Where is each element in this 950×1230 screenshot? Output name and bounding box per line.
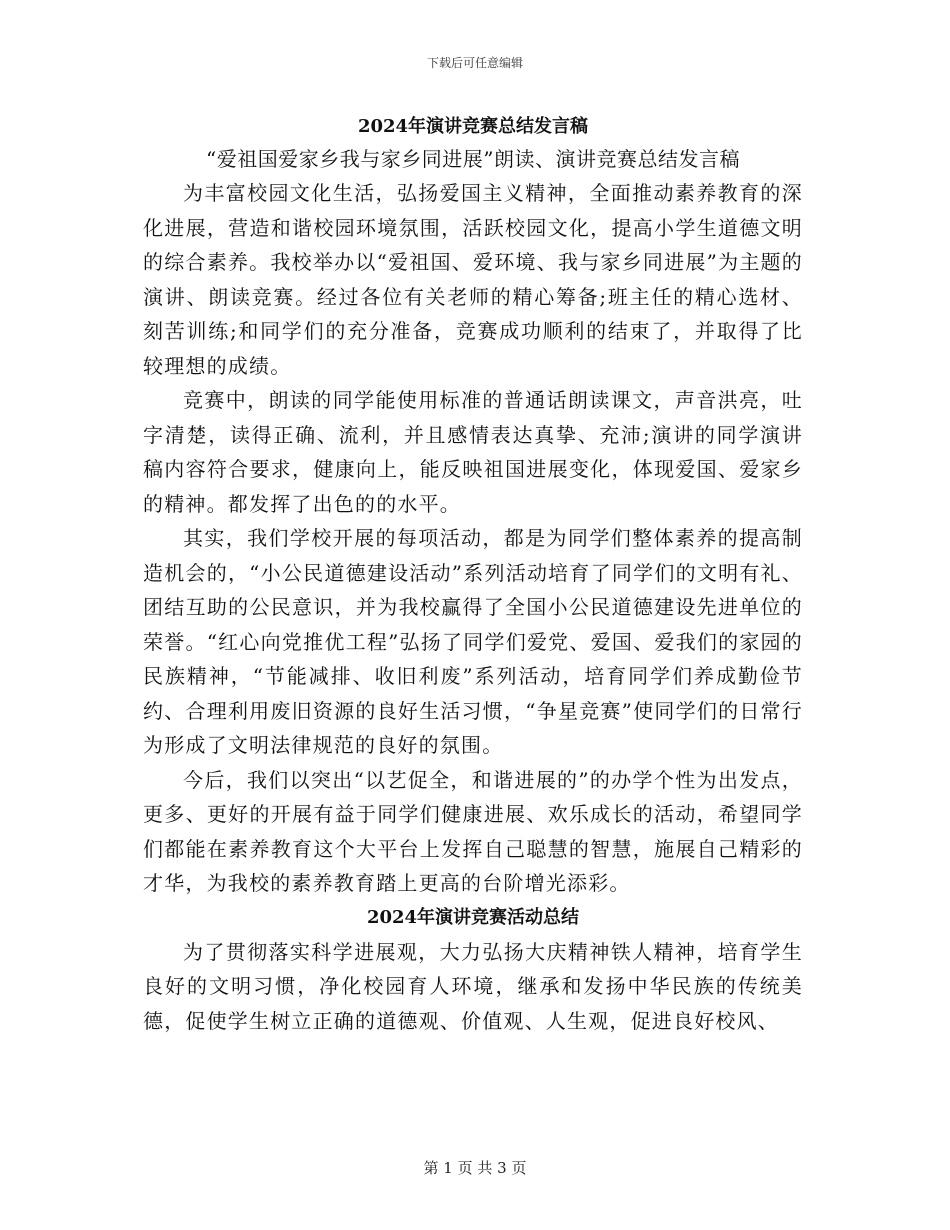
- paragraph: 今后，我们以突出“以艺促全，和谐进展的”的办学个性为出发点，更多、更好的开展有益于同学们健康进展、欢乐成长的活动，希望同学们都能在素养教育这个大平台上发挥自己聪慧的智慧，施展自己精彩的才华，为我校的素养教育踏上更高的台阶增光添彩。: [143, 767, 803, 895]
- page-number: 第 1 页 共 3 页: [423, 1159, 527, 1177]
- header-note: 下载后可任意编辑: [426, 56, 523, 70]
- paragraph: 为了贯彻落实科学进展观，大力弘扬大庆精神铁人精神，培育学生良好的文明习惯，净化校园育人环境，继承和发扬中华民族的传统美德，促使学生树立正确的道德观、价值观、人生观，促进良好校风、: [143, 939, 803, 1033]
- document-title: 2024年演讲竞赛总结发言稿: [357, 116, 589, 137]
- section-title: 2024年演讲竞赛活动总结: [366, 906, 580, 928]
- document-subtitle: “爱祖国爱家乡我与家乡同进展”朗读、演讲竞赛总结发言稿: [206, 147, 740, 171]
- document-body: [143, 112, 803, 1038]
- paragraph: 为丰富校园文化生活，弘扬爱国主义精神，全面推动素养教育的深化进展，营造和谐校园环境氛围，活跃校园文化，提高小学生道德文明的综合素养。我校举办以“爱祖国、爱环境、我与家乡同进展”为主题的演讲、朗读竞赛。经过各位有关老师的精心筹备;班主任的精心选材、刻苦训练;和同学们的充分准备，竞赛成功顺利的结束了，并取得了比较理想的成绩。: [143, 181, 803, 378]
- paragraph: 竞赛中，朗读的同学能使用标准的普通话朗读课文，声音洪亮，吐字清楚，读得正确、流利，并且感情表达真挚、充沛;演讲的同学演讲稿内容符合要求，健康向上，能反映祖国进展变化，体现爱国、爱家乡的精神。都发挥了出色的的水平。: [143, 388, 803, 516]
- paragraph: 其实，我们学校开展的每项活动，都是为同学们整体素养的提高制造机会的，“小公民道德建设活动”系列活动培育了同学们的文明有礼、团结互助的公民意识，并为我校赢得了全国小公民道德建设先进单位的荣誉。“红心向党推优工程”弘扬了同学们爱党、爱国、爱我们的家园的民族精神，“节能减排、收旧利废”系列活动，培育同学们养成勤俭节约、合理利用废旧资源的良好生活习惯，“争星竞赛”使同学们的日常行为形成了文明法律规范的良好的氛围。: [143, 526, 803, 757]
